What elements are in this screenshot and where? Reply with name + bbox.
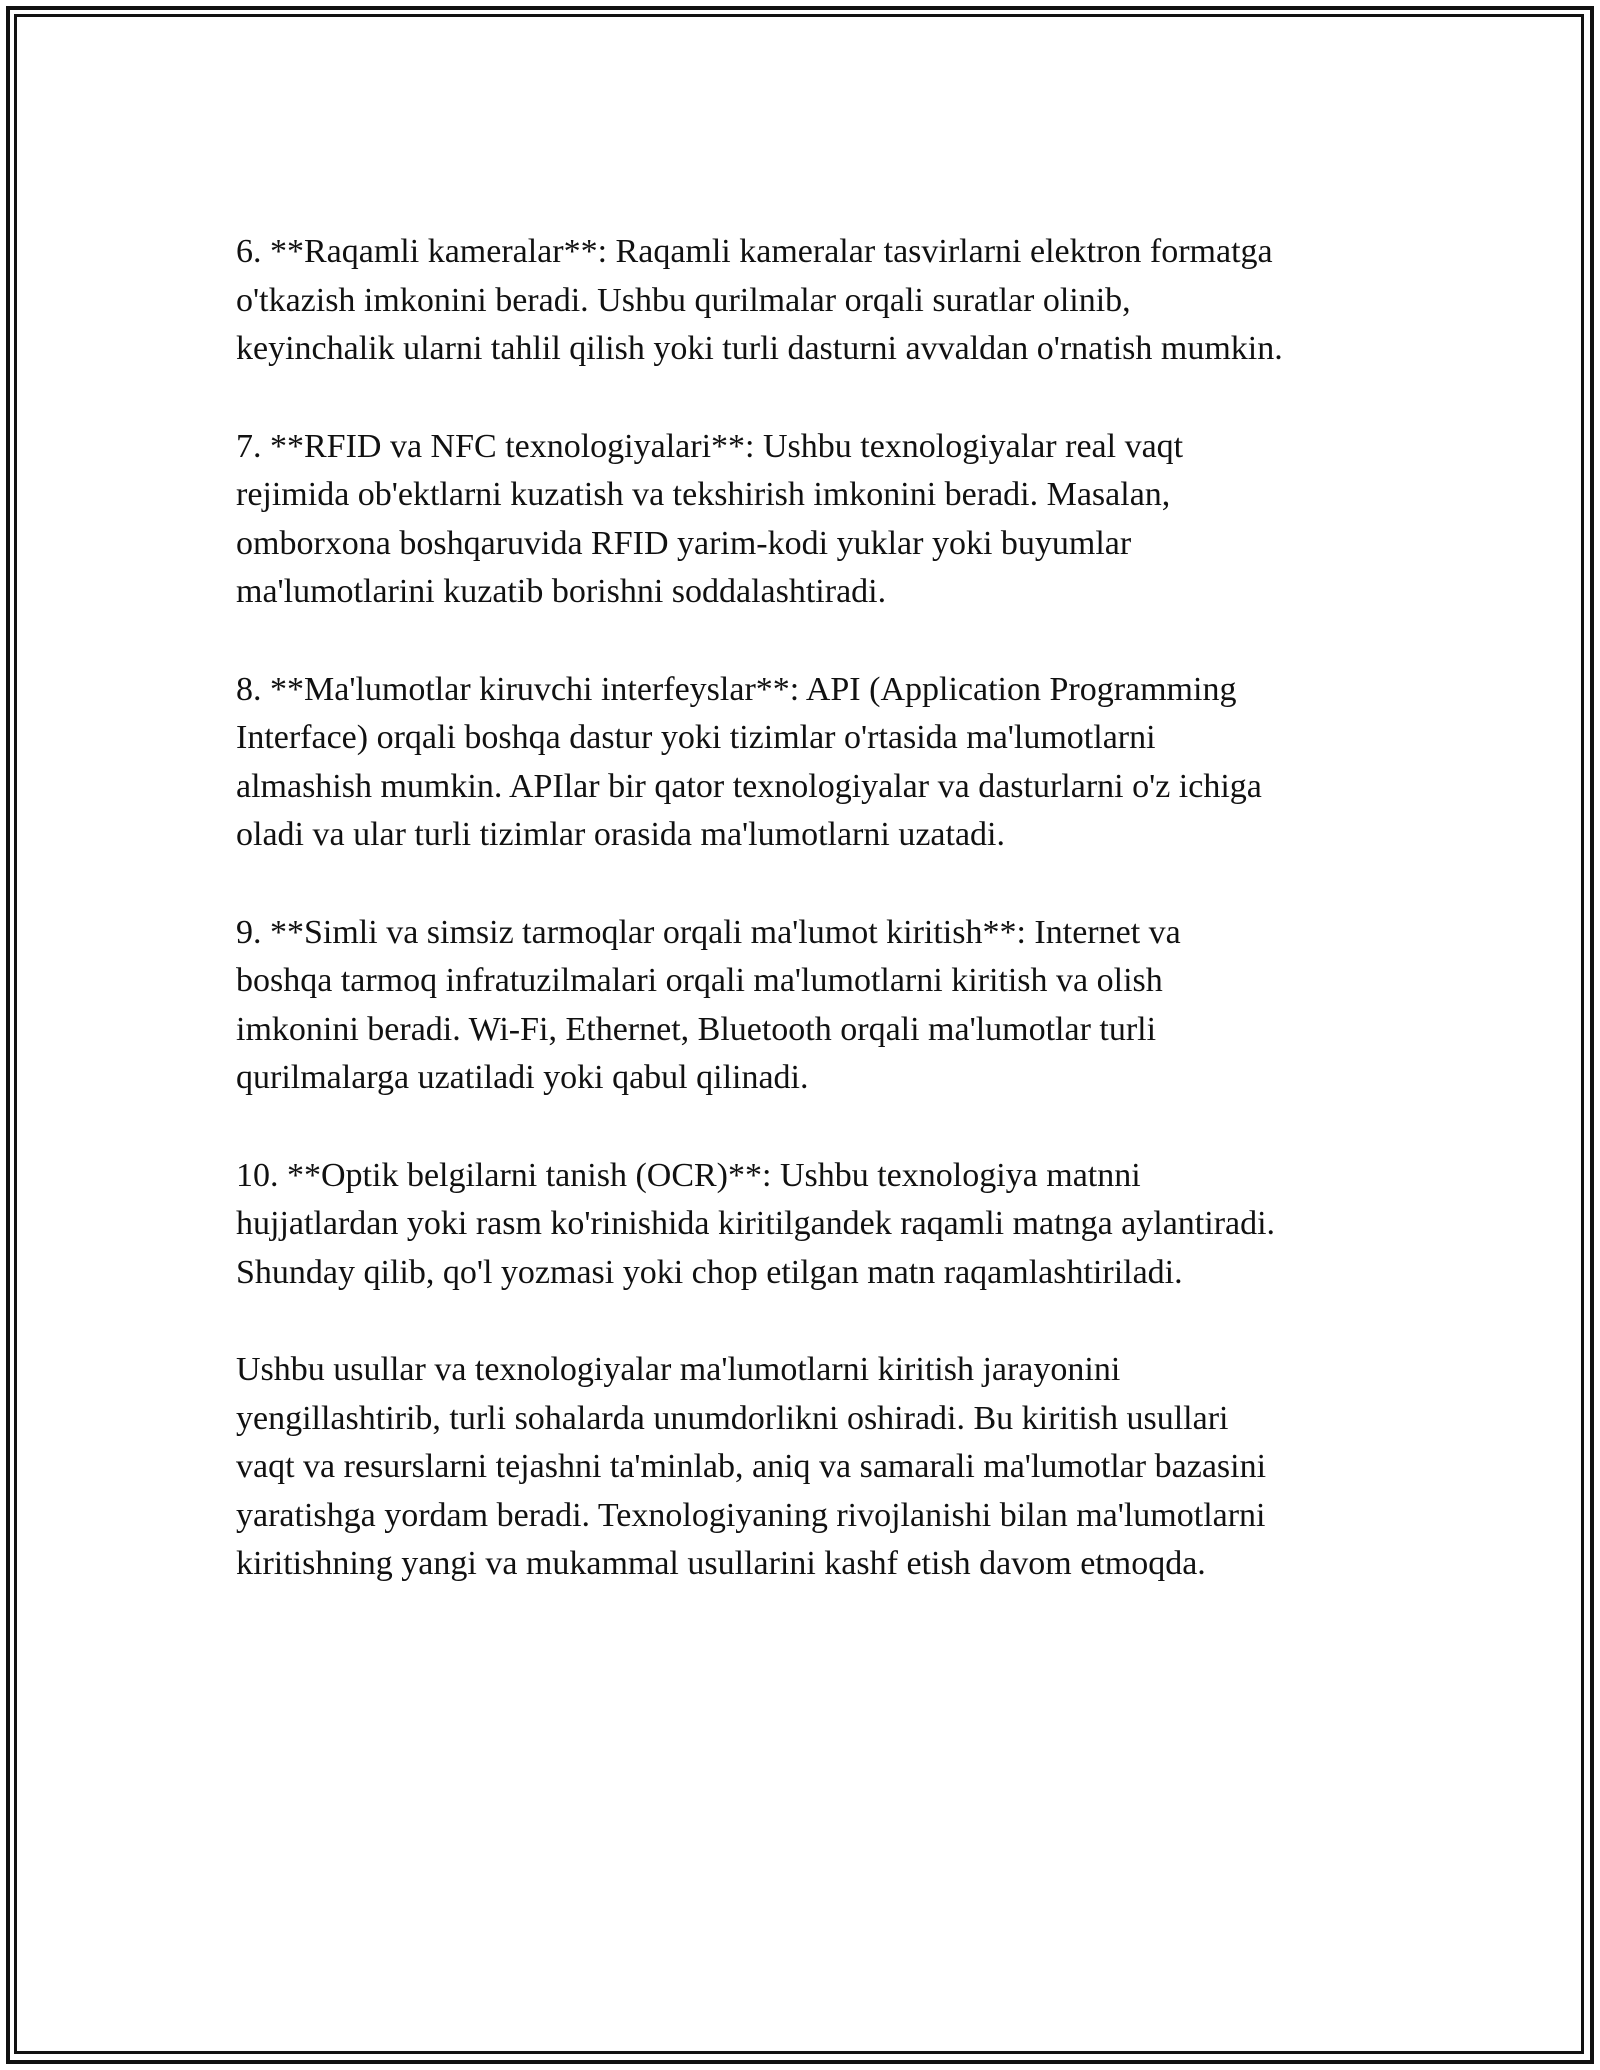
paragraph-item-6: 6. **Raqamli kameralar**: Raqamli kameralar tasvirlarni elektron formatga o'tkazish imkonini beradi. Ushbu qurilmalar orqali suratlar olinib, keyinchalik ularni tahlil qilish yoki turli dasturni avvaldan o'rnatish mumkin. (236, 233, 1283, 367)
paragraph-item-7: 7. **RFID va NFC texnologiyalari**: Ushbu texnologiyalar real vaqt rejimida ob'ektlarni kuzatish va tekshirish imkonini beradi. Masalan, omborxona boshqaruvida RFID yarim-kodi yuklar yoki buyumlar ma'lumotlarini kuzatib borishni soddalashtiradi. (236, 427, 1184, 610)
paragraph-item-10: 10. **Optik belgilarni tanish (OCR)**: Ushbu texnologiya matnni hujjatlardan yoki rasm ko'rinishida kiritilgandek raqamli matnga aylantiradi. Shunday qilib, qo'l yozmasi yoki chop etilgan matn raqamlashtiriladi. (236, 1156, 1276, 1291)
document-body (236, 228, 1416, 1638)
paragraph-conclusion: Ushbu usullar va texnologiyalar ma'lumotlarni kiritish jarayonini yengillashtirib, turli sohalarda unumdorlikni oshiradi. Bu kiritish usullari vaqt va resurslarni tejashni ta'minlab, aniq va samarali ma'lumotlar bazasini yaratishga yordam beradi. Texnologiyaning rivojlanishi bilan ma'lumotlarni kiritishning yangi va mukammal usullarini kashf etish davom etmoqda. (236, 1351, 1267, 1582)
paragraph-item-9: 9. **Simli va simsiz tarmoqlar orqali ma'lumot kiritish**: Internet va boshqa tarmoq infratuzilmalari orqali ma'lumotlarni kiritish va olish imkonini beradi. Wi-Fi, Ethernet, Bluetooth orqali ma'lumotlar turli qurilmalarga uzatiladi yoki qabul qilinadi. (236, 913, 1181, 1096)
paragraph-item-8: 8. **Ma'lumotlar kiruvchi interfeyslar**: API (Application Programming Interface) orqali boshqa dastur yoki tizimlar o'rtasida ma'lumotlarni almashish mumkin. APIlar bir qator texnologiyalar va dasturlarni o'z ichiga oladi va ular turli tizimlar orasida ma'lumotlarni uzatadi. (236, 670, 1262, 853)
